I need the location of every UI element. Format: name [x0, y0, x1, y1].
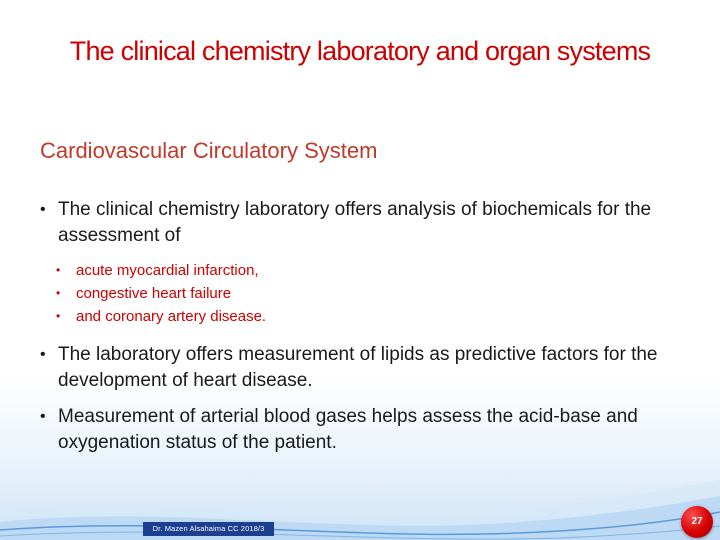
bullet-text: The laboratory offers measurement of lipids as predictive factors for the development of heart disease.	[58, 344, 658, 391]
slide-title: The clinical chemistry laboratory and organ systems	[69, 36, 651, 66]
sub-bullet-text: acute myocardial infarction,	[76, 262, 259, 279]
bullet-item	[40, 342, 660, 394]
bullet-icon: •	[40, 408, 46, 425]
bullet-item	[40, 197, 660, 249]
page-number-badge	[681, 506, 713, 538]
sub-bullet-icon: •	[56, 309, 61, 323]
sub-bullet-list	[56, 259, 660, 328]
bullet-icon: •	[40, 346, 46, 363]
bullet-text: Measurement of arterial blood gases helps assess the acid-base and oxygenation status of the patient.	[58, 406, 638, 453]
section-subtitle: Cardiovascular Circulatory System	[40, 138, 378, 163]
bullet-text: The clinical chemistry laboratory offers analysis of biochemicals for the assessment of	[58, 199, 652, 246]
sub-bullet-group	[40, 259, 660, 328]
sub-bullet-item	[56, 259, 660, 282]
bullet-item	[40, 404, 660, 456]
sub-bullet-icon: •	[56, 263, 61, 277]
page-number: 27	[691, 516, 703, 527]
footer-author-label: Dr. Mazen Alsahaima CC 2018/3	[143, 522, 274, 536]
bullet-list	[40, 197, 660, 466]
sub-bullet-icon: •	[56, 286, 61, 300]
sub-bullet-item	[56, 282, 660, 305]
sub-bullet-text: and coronary artery disease.	[76, 308, 267, 325]
bullet-icon: •	[40, 201, 46, 218]
sub-bullet-item	[56, 305, 660, 328]
sub-bullet-text: congestive heart failure	[76, 285, 232, 302]
